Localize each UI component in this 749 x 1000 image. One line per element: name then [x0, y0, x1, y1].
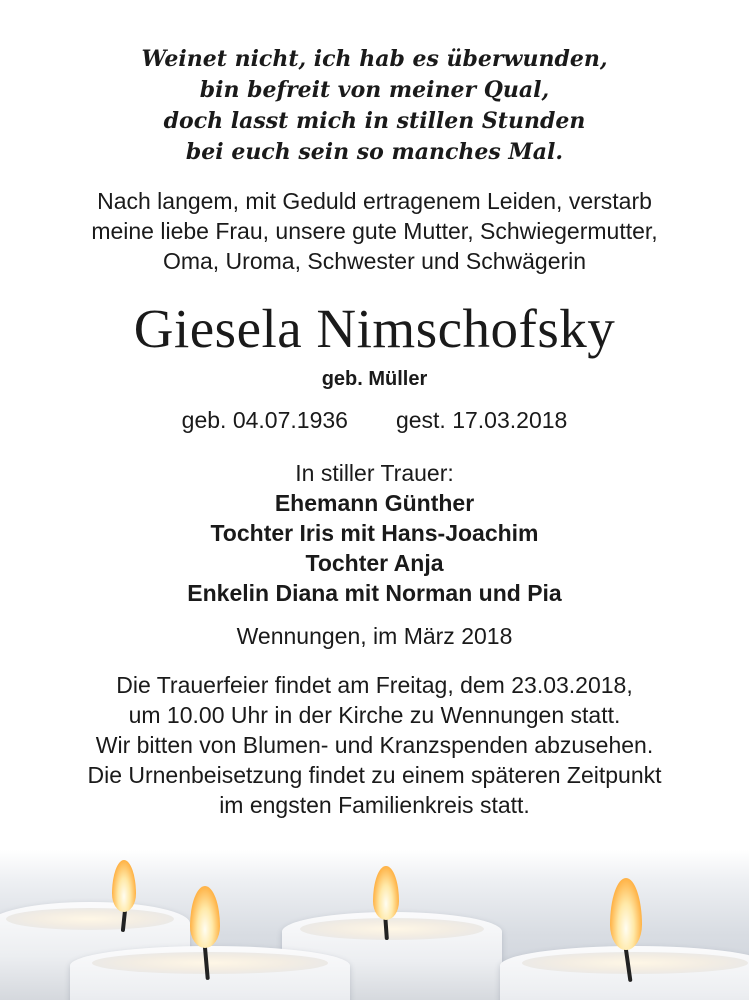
service-line: im engsten Familienkreis statt.	[219, 792, 530, 818]
mourner-name: Enkelin Diana mit Norman und Pia	[187, 580, 562, 606]
candle	[70, 946, 350, 1000]
candle-flame	[190, 886, 220, 948]
service-line: Die Urnenbeisetzung findet zu einem späteren Zeitpunkt	[87, 762, 662, 788]
candle-flame	[610, 878, 642, 950]
verse-line: doch lasst mich in stillen Stunden	[163, 108, 586, 134]
deceased-name: Giesela Nimschofsky	[133, 298, 616, 359]
intro-text	[0, 186, 749, 276]
birth-date: geb. 04.07.1936	[181, 407, 348, 433]
mourner-name: Ehemann Günther	[274, 490, 475, 516]
intro-line: Nach langem, mit Geduld ertragenem Leiden, verstarb	[97, 188, 652, 214]
verse-line: Weinet nicht, ich hab es überwunden,	[141, 46, 608, 72]
service-line: Die Trauerfeier findet am Freitag, dem 23.03.2018,	[116, 672, 633, 698]
candles-photo	[0, 850, 749, 1000]
service-line: Wir bitten von Blumen- und Kranzspenden abzusehen.	[95, 732, 654, 758]
life-dates	[0, 404, 749, 436]
candle-flame	[112, 860, 136, 912]
death-date: gest. 17.03.2018	[395, 407, 568, 433]
service-line: um 10.00 Uhr in der Kirche zu Wennungen statt.	[128, 702, 621, 728]
verse-line: bei euch sein so manches Mal.	[185, 139, 564, 165]
mourner-name: Tochter Iris mit Hans-Joachim	[210, 520, 539, 546]
intro-line: Oma, Uroma, Schwester und Schwägerin	[162, 248, 587, 274]
candle-flame	[373, 866, 399, 920]
place-and-date: Wennungen, im März 2018	[236, 623, 513, 649]
maiden-name: geb. Müller	[321, 368, 428, 390]
verse-line: bin befreit von meiner Qual,	[199, 77, 550, 103]
memorial-verse	[0, 44, 749, 168]
mourners-list	[0, 458, 749, 608]
mourners-lead: In stiller Trauer:	[295, 460, 454, 486]
intro-line: meine liebe Frau, unsere gute Mutter, Schwiegermutter,	[91, 218, 658, 244]
service-info	[0, 670, 749, 820]
mourner-name: Tochter Anja	[305, 550, 444, 576]
